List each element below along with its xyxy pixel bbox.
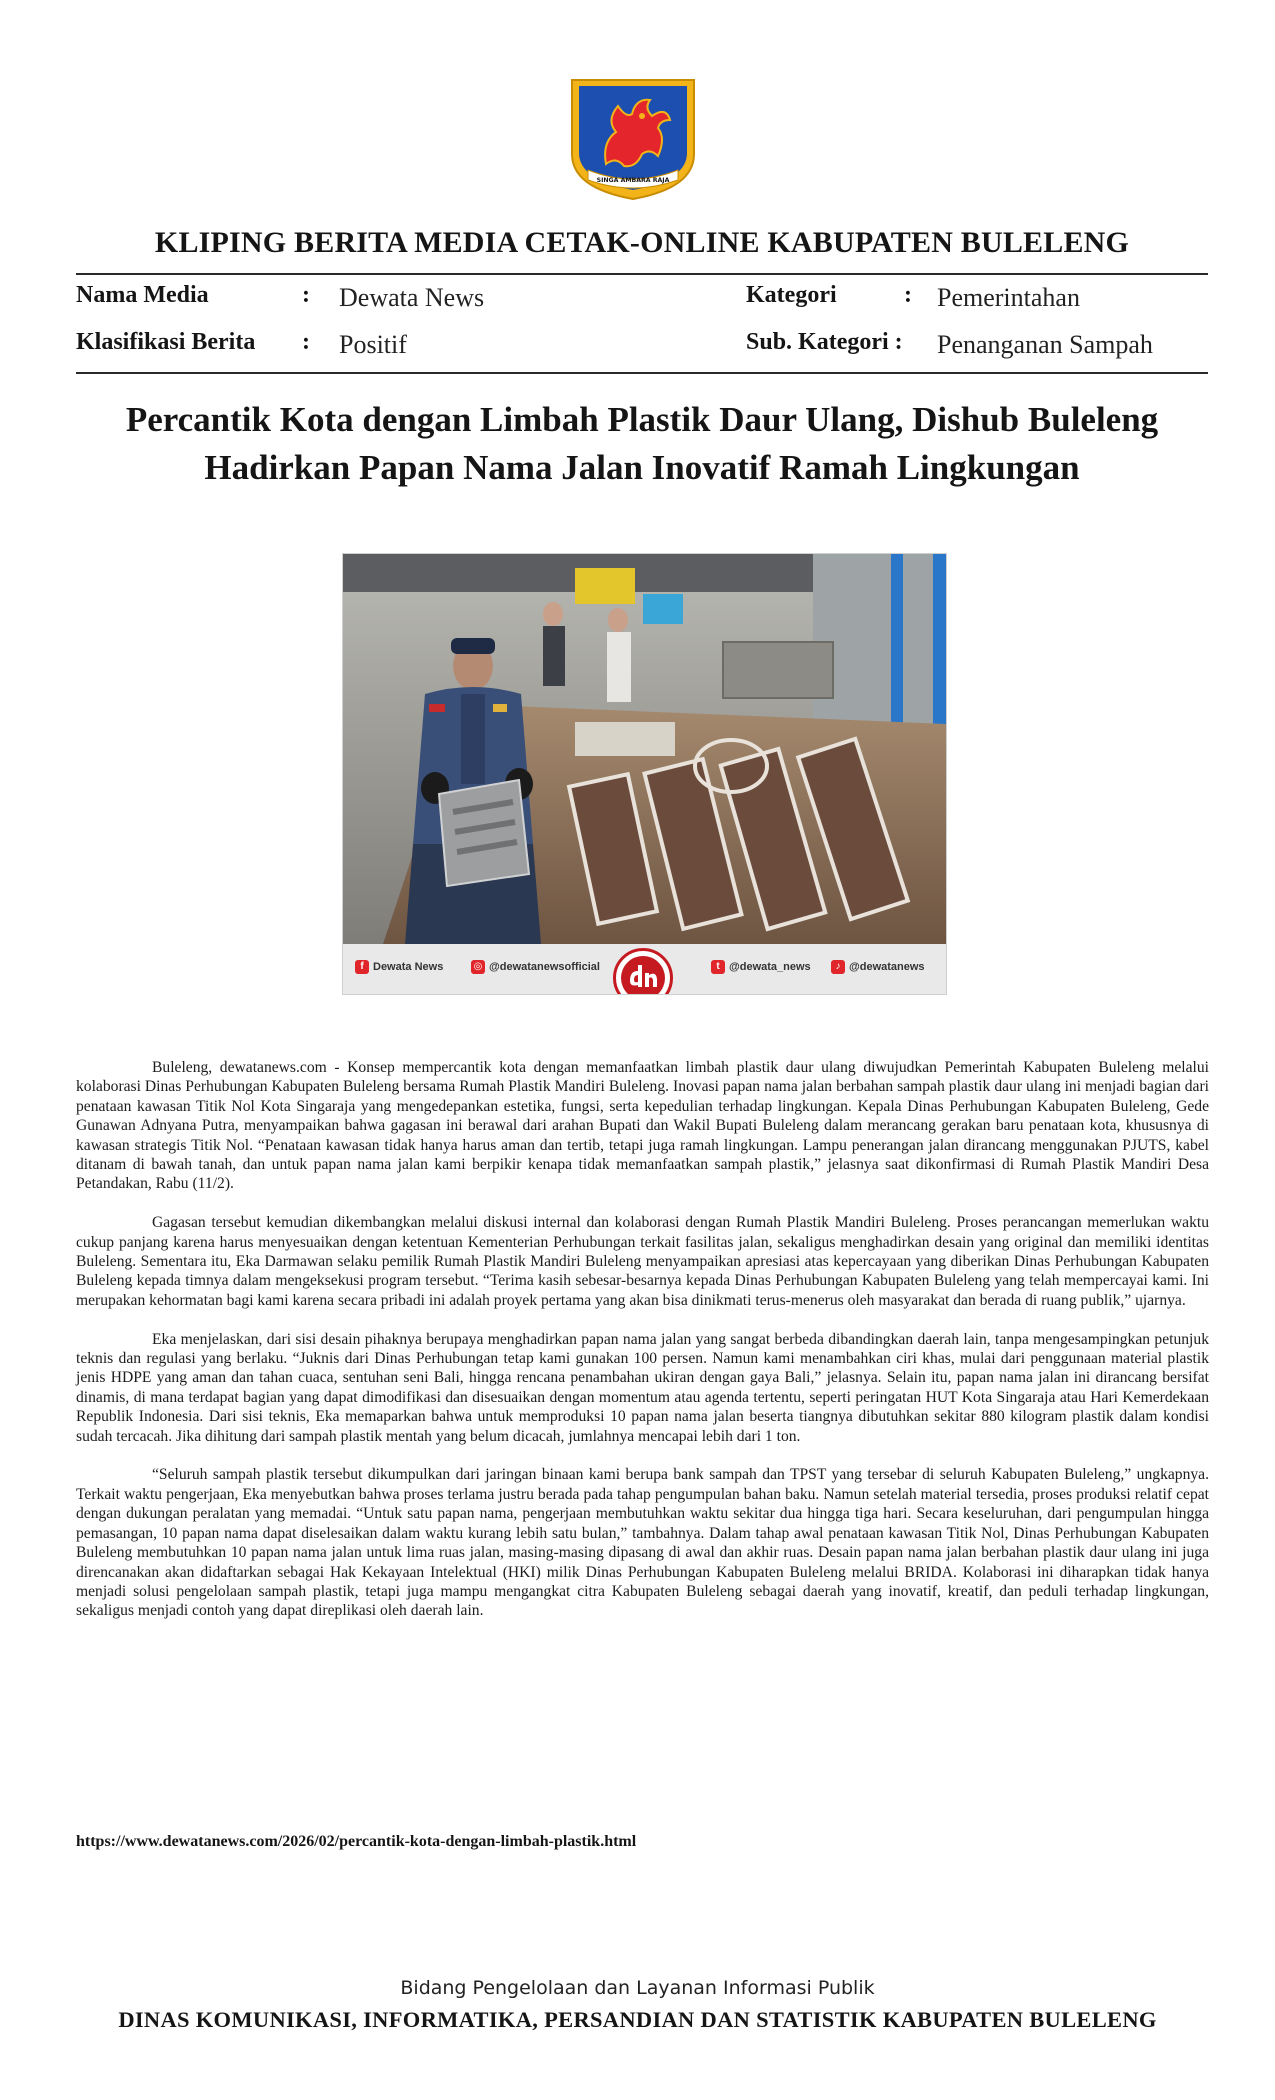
clipping-title: KLIPING BERITA MEDIA CETAK-ONLINE KABUPATEN BULELENG (154, 226, 1130, 259)
social-media-bar (343, 944, 946, 994)
buleleng-emblem-icon (566, 76, 700, 202)
tiktok-icon: ♪ (831, 960, 845, 974)
workshop-photo-illustration (343, 554, 946, 944)
article-photo (342, 553, 947, 995)
emblem-graphic (566, 76, 700, 202)
instagram-icon: ◎ (471, 960, 485, 974)
sub-kategori-value: Penanganan Sampah (937, 330, 1153, 359)
tiktok-handle-text: @dewatanews (849, 961, 925, 973)
headline-line-1: Percantik Kota dengan Limbah Plastik Daur Ulang, Dishub Buleleng (125, 400, 1159, 439)
twitter-handle-text: @dewata_news (729, 961, 811, 973)
article-paragraph-1: Buleleng, dewatanews.com - Konsep mempercantik kota dengan memanfaatkan limbah plastik daur ulang diwujudkan Pemerintah Kabupaten Buleleng melalui kolaborasi Dinas Perhubungan Kabupaten Buleleng bersama Rumah Plastik Mandiri Buleleng. Inovasi papan nama jalan berbahan sampah plastik daur ulang ini menjadi bagian dari penataan kawasan Titik Nol Kota Singaraja yang mengedepankan estetika, fungsi, serta kepedulian terhadap lingkungan. Kepala Dinas Perhubungan Kabupaten Buleleng, Gede Gunawan Adnyana Putra, menyampaikan bahwa gagasan ini berawal dari arahan Bupati dan Wakil Bupati Buleleng dalam merancang gerakan baru penataan kota, khususnya di kawasan strategis Titik Nol. “Penataan kawasan tidak hanya harus aman dan tertib, tetapi juga ramah lingkungan. Lampu penerangan jalan dirancang menggunakan PJUTS, kabel ditanam di bawah tanah, dan untuk papan nama jalan kami berpikir kenapa tidak memanfaatkan sampah plastik,” jelasnya saat dikonfirmasi di Rumah Plastik Mandiri Desa Petandakan, Rabu (11/2). (76, 1059, 1209, 1193)
headline-line-2: Hadirkan Papan Nama Jalan Inovatif Ramah Lingkungan (204, 448, 1080, 487)
sub-kategori-label: Sub. Kategori : (746, 329, 903, 355)
instagram-handle (471, 960, 600, 974)
klasifikasi-value: Positif (339, 330, 407, 359)
article-paragraph-3: Eka menjelaskan, dari sisi desain pihaknya berupaya menghadirkan papan nama jalan yang sangat berbeda dibandingkan daerah lain, tanpa mengesampingkan petunjuk teknis dan regulasi yang berlaku. “Juknis dari Dinas Perhubungan tetap kami gunakan 100 persen. Namun kami menambahkan ciri khas, mulai dari penggunaan material plastik jenis HDPE yang aman dan tahan cuaca, sentuhan seni Bali, hingga rencana penambahan ukiran dengan gaya Bali,” jelasnya. Selain itu, papan nama jalan ini dirancang bersifat dinamis, di mana terdapat bagian yang dapat dimodifikasi dan disesuaikan dengan momentum atau agenda tertentu, seperti peringatan HUT Kota Singaraja atau Hari Kemerdekaan Republik Indonesia. Dari sisi teknis, Eka memaparkan bahwa untuk memproduksi 10 papan nama jalan beserta tiangnya dibutuhkan sekitar 880 kilogram plastik dalam kondisi sudah tercacah. Jika dihitung dari sampah plastik mentah yang belum dicacah, jumlahnya mencapai lebih dari 1 ton. (76, 1330, 1209, 1445)
twitter-handle (711, 960, 811, 974)
instagram-handle-text: @dewatanewsofficial (489, 961, 600, 973)
header-divider-bottom (76, 372, 1208, 374)
klasifikasi-colon: : (302, 329, 310, 355)
dn-logo-icon (616, 951, 670, 995)
footer-agency: DINAS KOMUNIKASI, INFORMATIKA, PERSANDIAN DAN STATISTIK KABUPATEN BULELENG (118, 2007, 1157, 2032)
facebook-handle (355, 960, 443, 974)
kategori-value: Pemerintahan (937, 283, 1080, 312)
twitter-icon: t (711, 960, 725, 974)
klasifikasi-label: Klasifikasi Berita (76, 329, 256, 355)
emblem-motto: SINGA AMBARA RAJA (596, 177, 670, 184)
nama-media-colon: : (302, 282, 310, 308)
dewata-news-logo (613, 948, 673, 995)
facebook-icon: f (355, 960, 369, 974)
kategori-colon: : (904, 282, 912, 308)
footer-department: Bidang Pengelolaan dan Layanan Informasi Publik (400, 1977, 875, 1999)
kategori-label: Kategori (746, 282, 837, 308)
article-paragraph-4: “Seluruh sampah plastik tersebut dikumpulkan dari jaringan binaan kami berupa bank sampah dan TPST yang tersebar di seluruh Kabupaten Buleleng,” ungkapnya. Terkait waktu pengerjaan, Eka menyebutkan bahwa proses terlama justru berada pada tahap pengumpulan bahan baku. Namun setelah material tersedia, proses produksi relatif cepat dengan dukungan peralatan yang memadai. “Untuk satu papan nama, pengerjaan membutuhkan waktu sekitar dua hingga tiga hari. Secara keseluruhan, dari pengumpulan hingga pemasangan, 10 papan nama dapat diselesaikan dalam waktu kurang lebih satu bulan,” tambahnya. Dalam tahap awal penataan kawasan Titik Nol, Dinas Perhubungan Kabupaten Buleleng membutuhkan 10 papan nama jalan untuk lima ruas jalan, masing-masing dipasang di awal dan akhir ruas. Desain papan nama jalan berbahan plastik daur ulang ini juga direncanakan akan didaftarkan sebagai Hak Kekayaan Intelektual (HKI) milik Dinas Perhubungan Kabupaten Buleleng melalui BRIDA. Kolaborasi ini diharapkan tidak hanya menjadi solusi pengelolaan sampah plastik, tetapi juga mampu mengangkat citra Kabupaten Buleleng sebagai daerah yang inovatif, kreatif, dan peduli terhadap lingkungan, sekaligus menjadi contoh yang dapat direplikasi oleh daerah lain. (76, 1466, 1209, 1620)
tiktok-handle (831, 960, 925, 974)
header-divider-top (76, 273, 1208, 275)
nama-media-label: Nama Media (76, 282, 209, 308)
nama-media-value: Dewata News (339, 283, 485, 312)
article-headline (76, 396, 1208, 492)
article-paragraph-2: Gagasan tersebut kemudian dikembangkan melalui diskusi internal dan kolaborasi dengan Rumah Plastik Mandiri Buleleng. Proses perancangan memerlukan waktu cukup panjang karena harus menyesuaikan dengan ketentuan Kementerian Perhubungan terkait fasilitas jalan, sekaligus menghadirkan desain yang original dan memiliki identitas Buleleng. Sementara itu, Eka Darmawan selaku pemilik Rumah Plastik Mandiri Buleleng menyampaikan apresiasi atas kepercayaan yang diberikan Dinas Perhubungan Kabupaten Buleleng kepada timnya dalam mengeksekusi program tersebut. “Terima kasih sebesar-besarnya kepada Dinas Perhubungan Kabupaten Buleleng yang telah mempercayai kami. Ini merupakan kehormatan bagi kami karena secara pribadi ini adalah proyek pertama yang akan bisa dinikmati terus-menerus oleh masyarakat dan berada di ruang publik,” ujarnya. (76, 1214, 1209, 1309)
source-url: https://www.dewatanews.com/2026/02/percantik-kota-dengan-limbah-plastik.html (76, 1833, 637, 1850)
article-body (76, 1058, 1209, 1640)
facebook-handle-text: Dewata News (373, 961, 444, 973)
